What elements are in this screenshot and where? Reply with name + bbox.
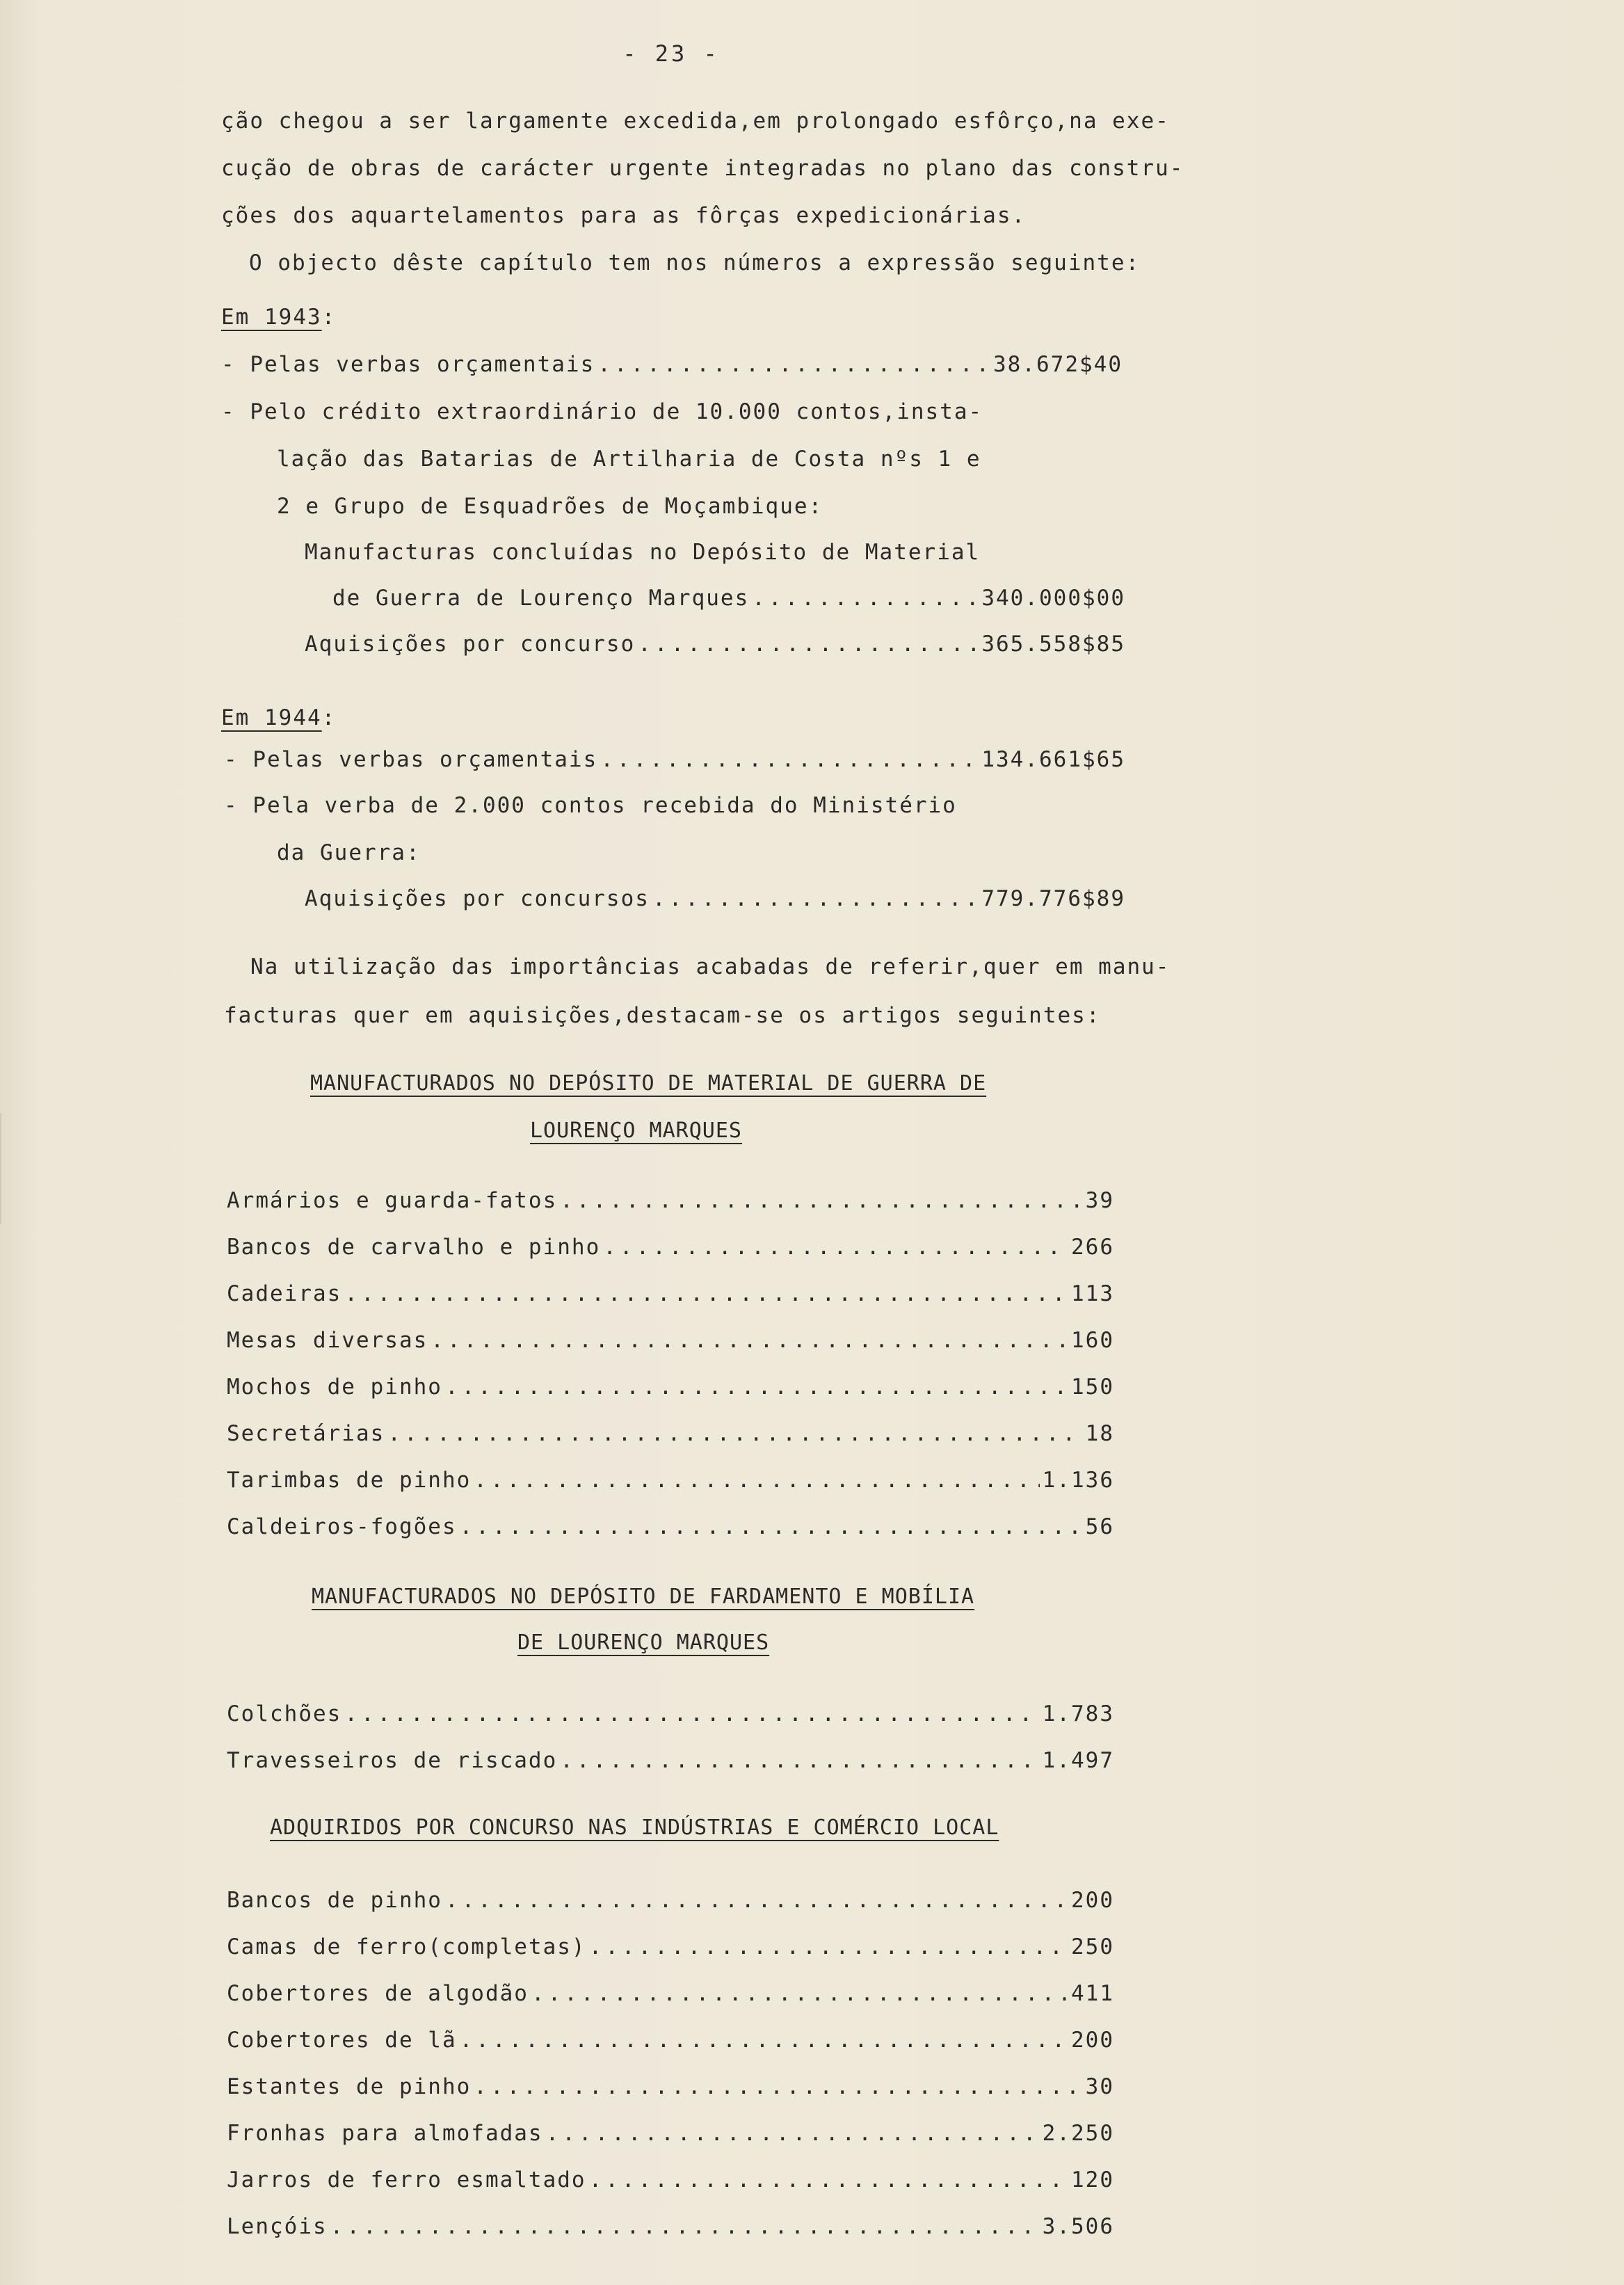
- leader-dots: [474, 1468, 1039, 1493]
- row-label: de Guerra de Lourenço Marques: [332, 586, 750, 611]
- item-label: Cobertores de algodão: [227, 1981, 529, 2006]
- leader-dots: [387, 1421, 1082, 1446]
- section-1-title-line-1: MANUFACTURADOS NO DEPÓSITO DE MATERIAL DE GUERRA DE: [310, 1071, 987, 1096]
- list-item: [227, 2028, 1114, 2053]
- paper-fold-mark: [0, 1113, 29, 1224]
- section-2-title-line-1: MANUFACTURADOS NO DEPÓSITO DE FARDAMENTO E MOBÍLIA: [312, 1585, 975, 1609]
- item-quantity: 266: [1071, 1235, 1114, 1260]
- item-label: Cobertores de lã: [227, 2028, 457, 2053]
- list-item: [227, 2214, 1114, 2239]
- leader-dots: [344, 1281, 1068, 1306]
- item-label: Tarimbas de pinho: [227, 1468, 472, 1493]
- item-label: Cadeiras: [227, 1281, 342, 1306]
- year-1943-credito-line-1: - Pelo crédito extraordinário de 10.000 contos,insta-: [221, 399, 983, 424]
- leader-dots: [560, 1748, 1039, 1773]
- year-1943-row-manufacturas: [332, 586, 1125, 611]
- year-1943-manufacturas-line: Manufacturas concluídas no Depósito de Material: [305, 540, 981, 565]
- para2-line-1: Na utilização das importâncias acabadas de referir,quer em manu-: [250, 954, 1171, 979]
- row-value: 38.672$40: [993, 352, 1123, 377]
- leader-dots: [431, 1328, 1068, 1353]
- row-label: Aquisições por concursos: [305, 886, 650, 911]
- year-1944-verba-line-1: - Pela verba de 2.000 contos recebida do Ministério: [224, 793, 957, 818]
- intro-line-1: ção chegou a ser largamente excedida,em prolongado esfôrço,na exe-: [221, 109, 1170, 134]
- leader-dots: [752, 586, 979, 611]
- section-3-title: ADQUIRIDOS POR CONCURSO NAS INDÚSTRIAS E COMÉRCIO LOCAL: [270, 1815, 999, 1840]
- list-item: [227, 1421, 1114, 1446]
- leader-dots: [460, 2028, 1068, 2053]
- intro-line-2: cução de obras de carácter urgente integradas no plano das constru-: [221, 156, 1184, 181]
- row-value: 340.000$00: [981, 586, 1125, 611]
- item-quantity: 2.250: [1042, 2121, 1114, 2146]
- leader-dots: [531, 1981, 1068, 2006]
- list-item: [227, 1888, 1114, 1913]
- item-quantity: 1.783: [1042, 1701, 1114, 1726]
- intro-line-3: ções dos aquartelamentos para as fôrças expedicionárias.: [221, 203, 1027, 228]
- item-label: Secretárias: [227, 1421, 385, 1446]
- item-label: Estantes de pinho: [227, 2074, 472, 2099]
- item-quantity: 18: [1085, 1421, 1114, 1446]
- item-quantity: 120: [1071, 2167, 1114, 2192]
- item-label: Colchões: [227, 1701, 342, 1726]
- item-quantity: 113: [1071, 1281, 1114, 1306]
- item-quantity: 3.506: [1042, 2214, 1114, 2239]
- row-value: 779.776$89: [981, 886, 1125, 911]
- leader-dots: [474, 2074, 1082, 2099]
- row-value: 134.661$65: [981, 747, 1125, 772]
- list-item: [227, 1514, 1114, 1539]
- list-item: [227, 1748, 1114, 1773]
- item-quantity: 1.497: [1042, 1748, 1114, 1773]
- year-1944-verba-line-2: da Guerra:: [277, 840, 421, 865]
- item-quantity: 39: [1085, 1188, 1114, 1213]
- intro-line-4: O objecto dêste capítulo tem nos números a expressão seguinte:: [249, 250, 1141, 275]
- section-1-title-line-2: LOURENÇO MARQUES: [530, 1119, 742, 1143]
- item-quantity: 160: [1071, 1328, 1114, 1353]
- item-label: Caldeiros-fogões: [227, 1514, 457, 1539]
- item-quantity: 56: [1085, 1514, 1114, 1539]
- year-1943-row-aquisicoes: [305, 632, 1125, 657]
- item-label: Travesseiros de riscado: [227, 1748, 558, 1773]
- leader-dots: [589, 2167, 1068, 2192]
- year-1943-heading: Em 1943:: [221, 305, 337, 330]
- list-item: [227, 2167, 1114, 2192]
- year-1944-heading: Em 1944:: [221, 705, 337, 730]
- leader-dots: [445, 1888, 1068, 1913]
- item-label: Lençóis: [227, 2214, 328, 2239]
- item-quantity: 411: [1071, 1981, 1114, 2006]
- item-quantity: 150: [1071, 1374, 1114, 1400]
- leader-dots: [600, 747, 979, 772]
- item-label: Fronhas para almofadas: [227, 2121, 543, 2146]
- leader-dots: [445, 1374, 1068, 1400]
- section-2-title-line-2: DE LOURENÇO MARQUES: [517, 1630, 770, 1655]
- row-label: Aquisições por concurso: [305, 632, 636, 657]
- leader-dots: [344, 1701, 1039, 1726]
- page-number: - 23 -: [622, 40, 720, 67]
- row-label: - Pelas verbas orçamentais: [224, 747, 598, 772]
- row-label: - Pelas verbas orçamentais: [221, 352, 595, 377]
- leader-dots: [546, 2121, 1040, 2146]
- leader-dots: [652, 886, 979, 911]
- year-1943-credito-line-3: 2 e Grupo de Esquadrões de Moçambique:: [277, 494, 823, 519]
- item-label: Jarros de ferro esmaltado: [227, 2167, 586, 2192]
- item-quantity: 30: [1085, 2074, 1114, 2099]
- leader-dots: [589, 1934, 1068, 1959]
- item-label: Mesas diversas: [227, 1328, 428, 1353]
- item-label: Bancos de pinho: [227, 1888, 442, 1913]
- year-1944-row-aquisicoes: [305, 886, 1125, 911]
- leader-dots: [638, 632, 979, 657]
- item-quantity: 1.136: [1042, 1468, 1114, 1493]
- item-label: Camas de ferro(completas): [227, 1934, 586, 1959]
- item-label: Armários e guarda-fatos: [227, 1188, 558, 1213]
- leader-dots: [597, 352, 990, 377]
- year-1943-credito-line-2: lação das Batarias de Artilharia de Costa nºs 1 e: [277, 447, 981, 472]
- item-label: Bancos de carvalho e pinho: [227, 1235, 601, 1260]
- list-item: [227, 1188, 1114, 1213]
- leader-dots: [460, 1514, 1083, 1539]
- year-1943-row-verbas: [221, 352, 1123, 377]
- row-value: 365.558$85: [981, 632, 1125, 657]
- item-quantity: 200: [1071, 2028, 1114, 2053]
- item-label: Mochos de pinho: [227, 1374, 442, 1400]
- item-quantity: 200: [1071, 1888, 1114, 1913]
- list-item: [227, 1235, 1114, 1260]
- list-item: [227, 1934, 1114, 1959]
- list-item: [227, 1328, 1114, 1353]
- year-1944-row-verbas: [224, 747, 1125, 772]
- list-item: [227, 1281, 1114, 1306]
- para2-line-2: facturas quer em aquisições,destacam-se os artigos seguintes:: [224, 1003, 1101, 1028]
- list-item: [227, 2074, 1114, 2099]
- list-item: [227, 1468, 1114, 1493]
- item-quantity: 250: [1071, 1934, 1114, 1959]
- leader-dots: [560, 1188, 1082, 1213]
- list-item: [227, 1981, 1114, 2006]
- leader-dots: [330, 2214, 1040, 2239]
- list-item: [227, 2121, 1114, 2146]
- list-item: [227, 1701, 1114, 1726]
- leader-dots: [603, 1235, 1068, 1260]
- list-item: [227, 1374, 1114, 1400]
